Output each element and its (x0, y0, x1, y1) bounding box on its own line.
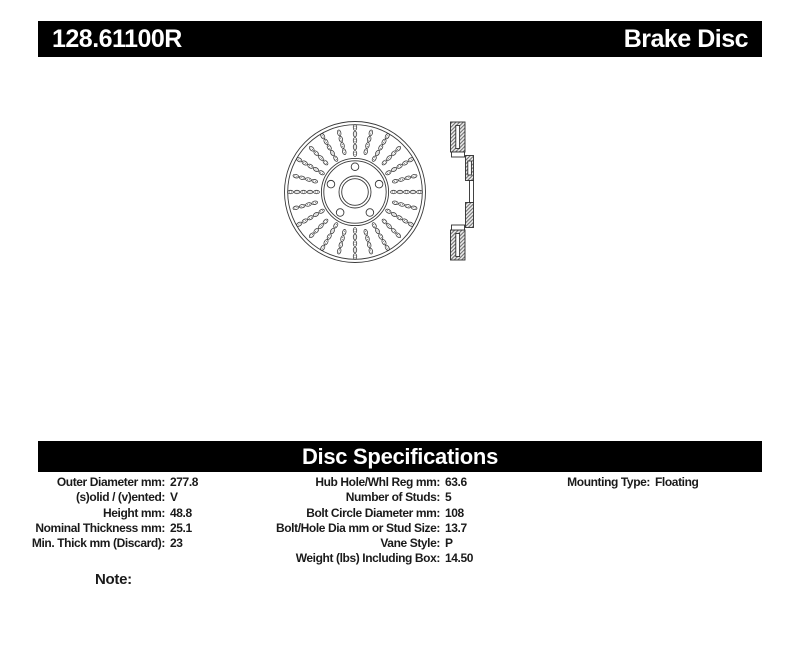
spec-label: Height mm: (102, 505, 165, 520)
spec-label: Vane Style: (380, 536, 440, 551)
spec-column-left (15, 475, 198, 551)
spec-section-title (38, 441, 762, 472)
spec-value: 108 (445, 505, 464, 520)
spec-value: 13.7 (445, 520, 467, 535)
spec-value: 63.6 (445, 475, 467, 489)
spec-value: 14.50 (445, 551, 474, 566)
spec-label: Min. Thick mm (Discard): (31, 536, 165, 551)
spec-label: Bolt/Hole Dia mm or Stud Size: (275, 520, 440, 535)
spec-label: (s)olid / (v)ented: (75, 490, 165, 505)
header-bar (38, 21, 762, 57)
spec-value: 23 (170, 536, 183, 551)
spec-column-center (260, 475, 473, 567)
spec-row-nominal-thickness (15, 521, 198, 536)
spec-label: Weight (lbs) Including Box: (295, 551, 440, 566)
spec-row-height (15, 506, 198, 521)
spec-value: 277.8 (170, 475, 199, 489)
spec-row-solid-vented (15, 490, 198, 505)
spec-row-vane-style (260, 536, 473, 551)
spec-value: Floating (655, 475, 699, 489)
spec-label: Outer Diameter mm: (56, 475, 165, 489)
note-label: Note: (95, 571, 132, 588)
spec-row-hub-hole (260, 475, 473, 490)
spec-value: 48.8 (170, 505, 192, 520)
spec-value: P (445, 536, 453, 551)
spec-label: Hub Hole/Whl Reg mm: (315, 475, 440, 489)
spec-label: Mounting Type: (567, 475, 650, 489)
spec-row-min-thickness (15, 536, 198, 551)
spec-section-title-text: Disc Specifications (301, 444, 499, 469)
rotor-cross-section-icon (451, 122, 474, 260)
spec-column-right (480, 475, 698, 490)
spec-value: 5 (445, 490, 452, 505)
spec-row-mounting-type (480, 475, 698, 490)
spec-value: V (170, 490, 178, 505)
part-number: 128.61100R (52, 24, 182, 53)
spec-label: Nominal Thickness mm: (35, 520, 165, 535)
spec-row-outer-diameter (15, 475, 198, 490)
spec-value: 25.1 (170, 520, 192, 535)
brake-disc-diagram (260, 105, 500, 275)
rotor-front-view-icon (285, 122, 426, 263)
spec-row-bolt-hole-dia (260, 521, 473, 536)
product-type: Brake Disc (623, 24, 748, 53)
spec-row-bolt-circle-diameter (260, 506, 473, 521)
spec-label: Number of Studs: (345, 490, 440, 505)
spec-row-weight (260, 551, 473, 566)
spec-row-number-of-studs (260, 490, 473, 505)
spec-label: Bolt Circle Diameter mm: (306, 505, 440, 520)
